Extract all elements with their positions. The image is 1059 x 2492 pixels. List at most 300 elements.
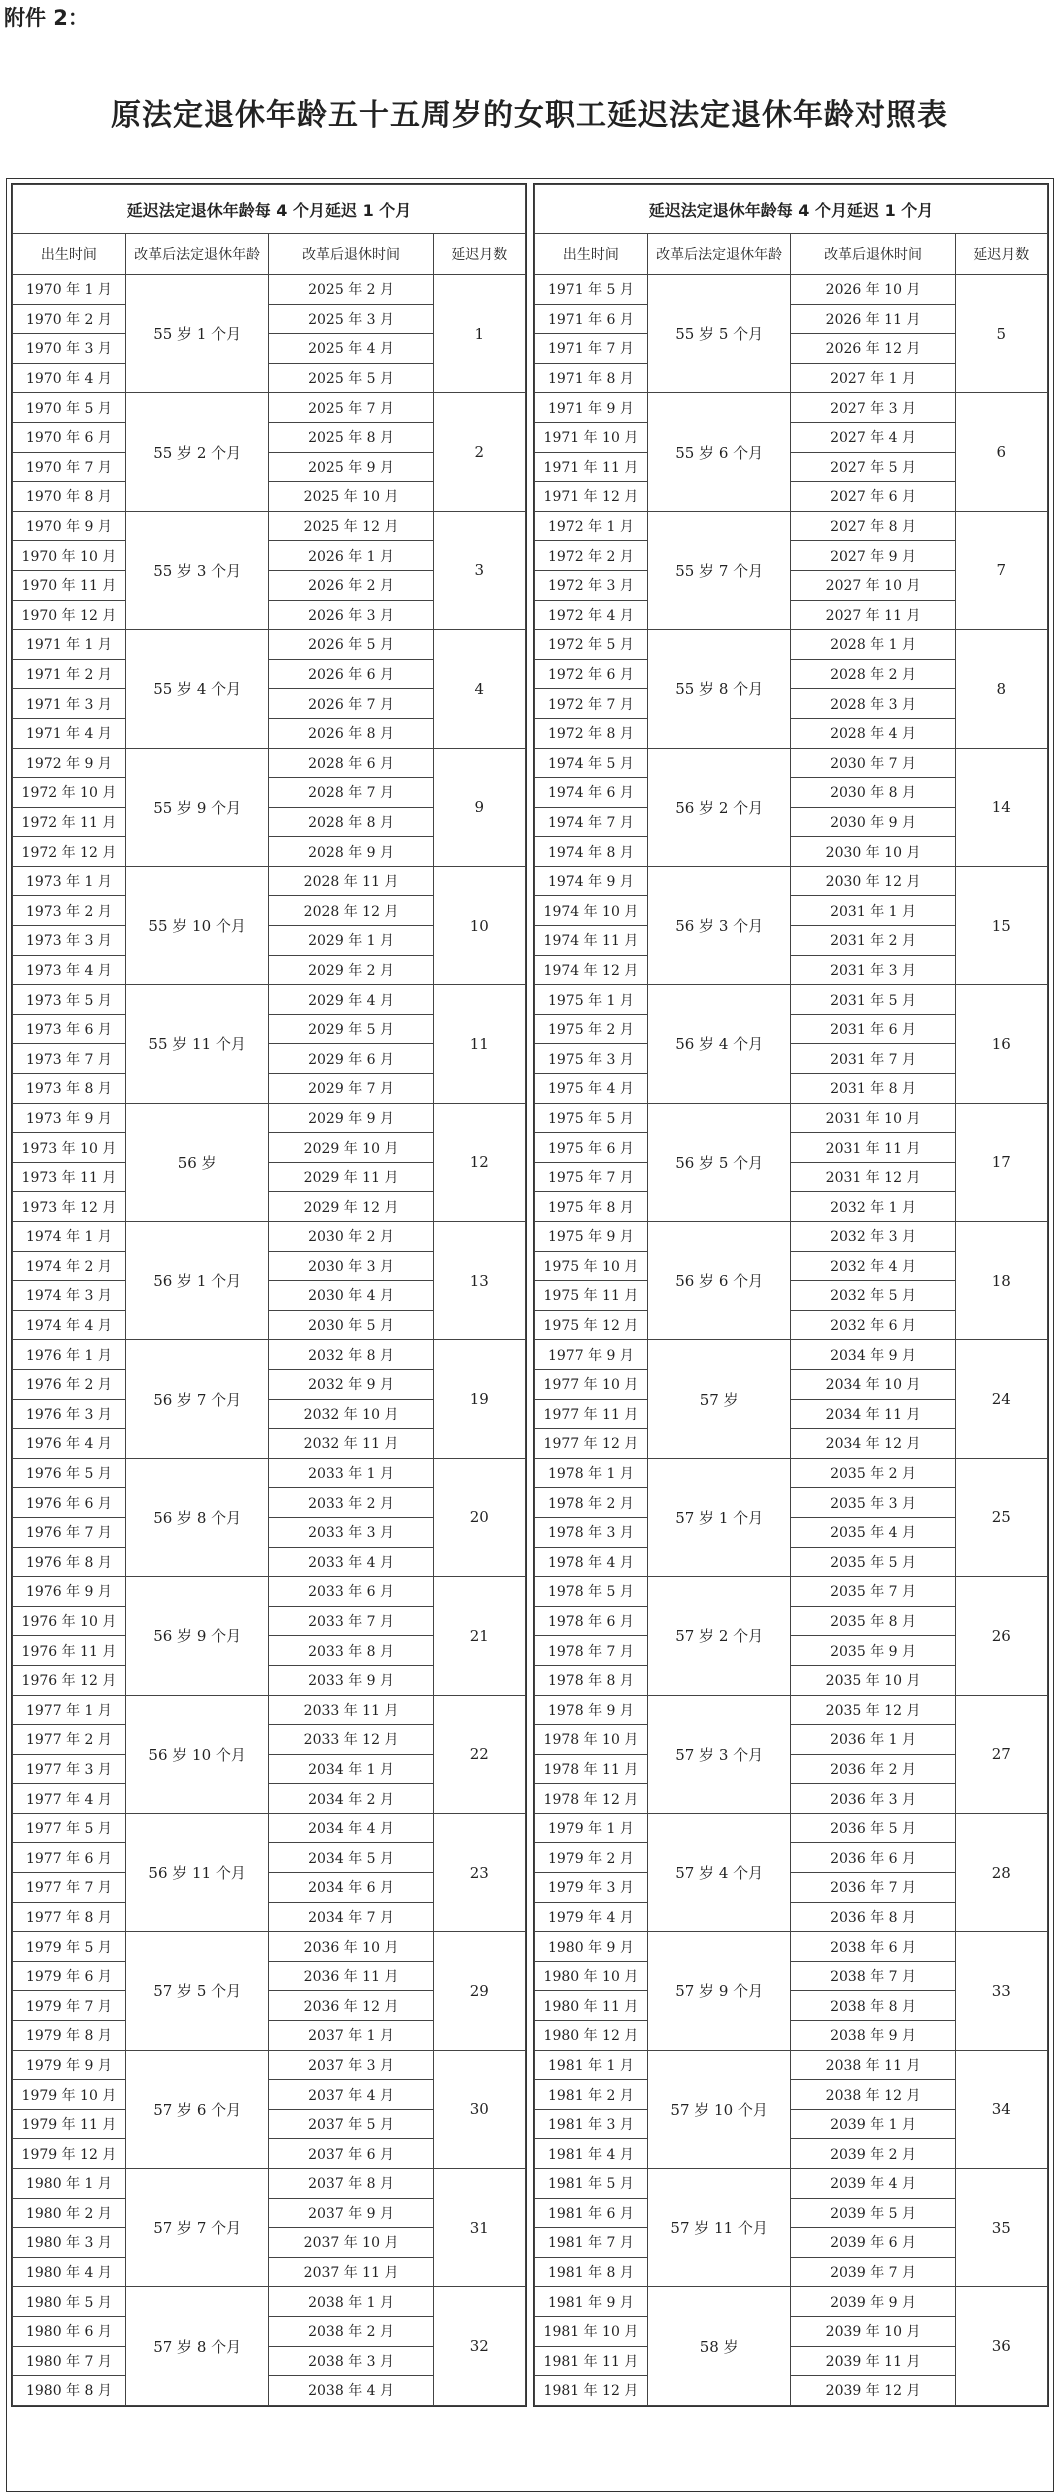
retire-time-cell: 2035 年 5 月 [791, 1547, 955, 1577]
birth-date-cell: 1974 年 5 月 [535, 748, 648, 778]
retire-time-cell: 2037 年 6 月 [269, 2139, 433, 2169]
retire-age-cell: 55 岁 5 个月 [647, 275, 791, 393]
birth-date-cell: 1980 年 12 月 [535, 2021, 648, 2051]
birth-date-cell: 1980 年 3 月 [13, 2228, 126, 2258]
retire-time-cell: 2025 年 2 月 [269, 275, 433, 305]
birth-date-cell: 1979 年 1 月 [535, 1813, 648, 1843]
birth-date-cell: 1979 年 10 月 [13, 2080, 126, 2110]
delay-months-cell: 7 [955, 511, 1047, 629]
birth-date-cell: 1975 年 12 月 [535, 1310, 648, 1340]
retire-time-cell: 2025 年 5 月 [269, 363, 433, 393]
retire-age-cell: 56 岁 8 个月 [125, 1458, 269, 1576]
table-row [535, 985, 1048, 1015]
retire-time-cell: 2027 年 6 月 [791, 482, 955, 512]
retire-age-cell: 55 岁 3 个月 [125, 511, 269, 629]
retire-time-cell: 2031 年 8 月 [791, 1074, 955, 1104]
retire-age-cell: 56 岁 [125, 1103, 269, 1221]
birth-date-cell: 1970 年 6 月 [13, 422, 126, 452]
right-table-body [535, 275, 1048, 2406]
delay-months-cell: 24 [955, 1340, 1047, 1458]
retire-time-cell: 2039 年 12 月 [791, 2376, 955, 2406]
birth-date-cell: 1977 年 1 月 [13, 1695, 126, 1725]
retire-time-cell: 2036 年 12 月 [269, 1991, 433, 2021]
delay-months-cell: 5 [955, 275, 1047, 393]
column-retire-time: 改革后退休时间 [269, 234, 433, 275]
delay-months-cell: 15 [955, 866, 1047, 984]
retire-time-cell: 2035 年 12 月 [791, 1695, 955, 1725]
retire-time-cell: 2032 年 9 月 [269, 1369, 433, 1399]
birth-date-cell: 1974 年 3 月 [13, 1281, 126, 1311]
retire-age-cell: 56 岁 1 个月 [125, 1222, 269, 1340]
birth-date-cell: 1975 年 5 月 [535, 1103, 648, 1133]
table-row [535, 748, 1048, 778]
retire-time-cell: 2036 年 5 月 [791, 1813, 955, 1843]
birth-date-cell: 1976 年 10 月 [13, 1606, 126, 1636]
birth-date-cell: 1973 年 12 月 [13, 1192, 126, 1222]
birth-date-cell: 1977 年 9 月 [535, 1340, 648, 1370]
retire-time-cell: 2028 年 1 月 [791, 630, 955, 660]
retire-time-cell: 2032 年 10 月 [269, 1399, 433, 1429]
retire-time-cell: 2030 年 4 月 [269, 1281, 433, 1311]
retire-time-cell: 2031 年 7 月 [791, 1044, 955, 1074]
birth-date-cell: 1974 年 2 月 [13, 1251, 126, 1281]
birth-date-cell: 1972 年 12 月 [13, 837, 126, 867]
retire-time-cell: 2027 年 10 月 [791, 570, 955, 600]
table-row [535, 1695, 1048, 1725]
retire-time-cell: 2034 年 1 月 [269, 1754, 433, 1784]
retire-age-cell: 55 岁 1 个月 [125, 275, 269, 393]
retire-time-cell: 2025 年 4 月 [269, 334, 433, 364]
table-row [13, 1458, 526, 1488]
birth-date-cell: 1970 年 9 月 [13, 511, 126, 541]
delay-months-cell: 21 [433, 1577, 525, 1695]
birth-date-cell: 1971 年 1 月 [13, 630, 126, 660]
birth-date-cell: 1980 年 6 月 [13, 2316, 126, 2346]
birth-date-cell: 1977 年 3 月 [13, 1754, 126, 1784]
retire-age-cell: 55 岁 10 个月 [125, 866, 269, 984]
birth-date-cell: 1977 年 5 月 [13, 1813, 126, 1843]
table-row [535, 1340, 1048, 1370]
table-row [13, 2169, 526, 2199]
retire-time-cell: 2034 年 7 月 [269, 1902, 433, 1932]
birth-date-cell: 1980 年 4 月 [13, 2257, 126, 2287]
retire-time-cell: 2034 年 11 月 [791, 1399, 955, 1429]
delay-months-cell: 14 [955, 748, 1047, 866]
birth-date-cell: 1973 年 11 月 [13, 1162, 126, 1192]
birth-date-cell: 1971 年 5 月 [535, 275, 648, 305]
retire-time-cell: 2028 年 4 月 [791, 718, 955, 748]
retire-age-cell: 56 岁 11 个月 [125, 1813, 269, 1931]
retire-time-cell: 2031 年 2 月 [791, 926, 955, 956]
retire-time-cell: 2031 年 11 月 [791, 1133, 955, 1163]
retire-time-cell: 2030 年 9 月 [791, 807, 955, 837]
birth-date-cell: 1976 年 11 月 [13, 1636, 126, 1666]
retire-time-cell: 2036 年 11 月 [269, 1961, 433, 1991]
birth-date-cell: 1981 年 10 月 [535, 2316, 648, 2346]
retire-age-cell: 55 岁 6 个月 [647, 393, 791, 511]
column-delay-months: 延迟月数 [955, 234, 1047, 275]
retire-time-cell: 2037 年 1 月 [269, 2021, 433, 2051]
birth-date-cell: 1975 年 1 月 [535, 985, 648, 1015]
retire-age-cell: 57 岁 3 个月 [647, 1695, 791, 1813]
delay-months-cell: 32 [433, 2287, 525, 2405]
birth-date-cell: 1978 年 7 月 [535, 1636, 648, 1666]
retire-time-cell: 2039 年 7 月 [791, 2257, 955, 2287]
delay-months-cell: 26 [955, 1577, 1047, 1695]
birth-date-cell: 1978 年 1 月 [535, 1458, 648, 1488]
birth-date-cell: 1973 年 3 月 [13, 926, 126, 956]
delay-months-cell: 27 [955, 1695, 1047, 1813]
retire-time-cell: 2037 年 11 月 [269, 2257, 433, 2287]
birth-date-cell: 1979 年 5 月 [13, 1932, 126, 1962]
birth-date-cell: 1974 年 11 月 [535, 926, 648, 956]
retire-age-cell: 55 岁 4 个月 [125, 630, 269, 748]
retire-time-cell: 2039 年 5 月 [791, 2198, 955, 2228]
retire-time-cell: 2036 年 6 月 [791, 1843, 955, 1873]
retire-time-cell: 2030 年 12 月 [791, 866, 955, 896]
retire-age-cell: 56 岁 4 个月 [647, 985, 791, 1103]
birth-date-cell: 1976 年 7 月 [13, 1517, 126, 1547]
birth-date-cell: 1978 年 10 月 [535, 1725, 648, 1755]
retire-time-cell: 2026 年 2 月 [269, 570, 433, 600]
birth-date-cell: 1977 年 7 月 [13, 1873, 126, 1903]
birth-date-cell: 1981 年 4 月 [535, 2139, 648, 2169]
retire-time-cell: 2036 年 3 月 [791, 1784, 955, 1814]
birth-date-cell: 1975 年 3 月 [535, 1044, 648, 1074]
retire-time-cell: 2039 年 2 月 [791, 2139, 955, 2169]
table-row [535, 1577, 1048, 1607]
birth-date-cell: 1979 年 6 月 [13, 1961, 126, 1991]
retire-time-cell: 2036 年 10 月 [269, 1932, 433, 1962]
birth-date-cell: 1970 年 11 月 [13, 570, 126, 600]
table-row [535, 2169, 1048, 2199]
delay-months-cell: 33 [955, 1932, 1047, 2050]
table-row [13, 630, 526, 660]
retire-time-cell: 2025 年 10 月 [269, 482, 433, 512]
retire-time-cell: 2038 年 3 月 [269, 2346, 433, 2376]
birth-date-cell: 1976 年 4 月 [13, 1429, 126, 1459]
retire-age-cell: 57 岁 4 个月 [647, 1813, 791, 1931]
table-row [13, 275, 526, 305]
birth-date-cell: 1977 年 12 月 [535, 1429, 648, 1459]
birth-date-cell: 1976 年 8 月 [13, 1547, 126, 1577]
birth-date-cell: 1981 年 6 月 [535, 2198, 648, 2228]
birth-date-cell: 1980 年 9 月 [535, 1932, 648, 1962]
table-row [535, 1932, 1048, 1962]
retire-time-cell: 2038 年 7 月 [791, 1961, 955, 1991]
retire-time-cell: 2038 年 6 月 [791, 1932, 955, 1962]
retire-time-cell: 2036 年 8 月 [791, 1902, 955, 1932]
retire-time-cell: 2026 年 11 月 [791, 304, 955, 334]
retire-time-cell: 2028 年 7 月 [269, 778, 433, 808]
delay-months-cell: 12 [433, 1103, 525, 1221]
birth-date-cell: 1973 年 1 月 [13, 866, 126, 896]
birth-date-cell: 1981 年 12 月 [535, 2376, 648, 2406]
retire-age-cell: 58 岁 [647, 2287, 791, 2405]
birth-date-cell: 1979 年 4 月 [535, 1902, 648, 1932]
birth-date-cell: 1971 年 4 月 [13, 718, 126, 748]
retire-age-cell: 55 岁 2 个月 [125, 393, 269, 511]
table-row [13, 866, 526, 896]
birth-date-cell: 1971 年 7 月 [535, 334, 648, 364]
retire-time-cell: 2034 年 2 月 [269, 1784, 433, 1814]
retire-age-cell: 57 岁 10 个月 [647, 2050, 791, 2168]
birth-date-cell: 1980 年 8 月 [13, 2376, 126, 2406]
retire-time-cell: 2026 年 5 月 [269, 630, 433, 660]
birth-date-cell: 1973 年 6 月 [13, 1014, 126, 1044]
retire-time-cell: 2030 年 5 月 [269, 1310, 433, 1340]
retire-time-cell: 2038 年 1 月 [269, 2287, 433, 2317]
retire-time-cell: 2029 年 4 月 [269, 985, 433, 1015]
birth-date-cell: 1970 年 7 月 [13, 452, 126, 482]
table-row [13, 1340, 526, 1370]
retire-time-cell: 2039 年 10 月 [791, 2316, 955, 2346]
birth-date-cell: 1972 年 11 月 [13, 807, 126, 837]
retire-time-cell: 2037 年 9 月 [269, 2198, 433, 2228]
birth-date-cell: 1977 年 4 月 [13, 1784, 126, 1814]
table-row [535, 275, 1048, 305]
retire-time-cell: 2033 年 3 月 [269, 1517, 433, 1547]
retire-time-cell: 2035 年 10 月 [791, 1665, 955, 1695]
delay-months-cell: 17 [955, 1103, 1047, 1221]
birth-date-cell: 1971 年 3 月 [13, 689, 126, 719]
table-row [535, 866, 1048, 896]
birth-date-cell: 1971 年 8 月 [535, 363, 648, 393]
retire-age-cell: 57 岁 6 个月 [125, 2050, 269, 2168]
birth-date-cell: 1978 年 12 月 [535, 1784, 648, 1814]
retire-age-cell: 56 岁 2 个月 [647, 748, 791, 866]
birth-date-cell: 1979 年 2 月 [535, 1843, 648, 1873]
birth-date-cell: 1979 年 7 月 [13, 1991, 126, 2021]
delay-months-cell: 3 [433, 511, 525, 629]
birth-date-cell: 1976 年 2 月 [13, 1369, 126, 1399]
retire-time-cell: 2032 年 1 月 [791, 1192, 955, 1222]
birth-date-cell: 1970 年 2 月 [13, 304, 126, 334]
table-row [13, 1813, 526, 1843]
delay-months-cell: 13 [433, 1222, 525, 1340]
retire-age-cell: 56 岁 3 个月 [647, 866, 791, 984]
table-row [13, 511, 526, 541]
retire-age-cell: 55 岁 11 个月 [125, 985, 269, 1103]
delay-months-cell: 16 [955, 985, 1047, 1103]
birth-date-cell: 1971 年 2 月 [13, 659, 126, 689]
retire-time-cell: 2035 年 9 月 [791, 1636, 955, 1666]
birth-date-cell: 1973 年 7 月 [13, 1044, 126, 1074]
retire-age-cell: 57 岁 1 个月 [647, 1458, 791, 1576]
column-delay-months: 延迟月数 [433, 234, 525, 275]
birth-date-cell: 1981 年 7 月 [535, 2228, 648, 2258]
birth-date-cell: 1980 年 11 月 [535, 1991, 648, 2021]
delay-months-cell: 36 [955, 2287, 1047, 2405]
birth-date-cell: 1977 年 10 月 [535, 1369, 648, 1399]
retire-age-cell: 55 岁 9 个月 [125, 748, 269, 866]
retire-time-cell: 2029 年 10 月 [269, 1133, 433, 1163]
retire-time-cell: 2032 年 11 月 [269, 1429, 433, 1459]
retire-time-cell: 2035 年 4 月 [791, 1517, 955, 1547]
table-row [13, 393, 526, 423]
retire-time-cell: 2034 年 12 月 [791, 1429, 955, 1459]
retire-time-cell: 2037 年 5 月 [269, 2109, 433, 2139]
retire-time-cell: 2038 年 9 月 [791, 2021, 955, 2051]
birth-date-cell: 1978 年 2 月 [535, 1488, 648, 1518]
delay-months-cell: 2 [433, 393, 525, 511]
retire-time-cell: 2027 年 8 月 [791, 511, 955, 541]
delay-months-cell: 8 [955, 630, 1047, 748]
birth-date-cell: 1981 年 11 月 [535, 2346, 648, 2376]
retire-time-cell: 2033 年 2 月 [269, 1488, 433, 1518]
retire-time-cell: 2033 年 1 月 [269, 1458, 433, 1488]
birth-date-cell: 1978 年 5 月 [535, 1577, 648, 1607]
retire-time-cell: 2032 年 3 月 [791, 1222, 955, 1252]
birth-date-cell: 1970 年 8 月 [13, 482, 126, 512]
birth-date-cell: 1977 年 2 月 [13, 1725, 126, 1755]
right-table-header: 延迟法定退休年龄每 4 个月延迟 1 个月 [535, 185, 1048, 234]
delay-months-cell: 11 [433, 985, 525, 1103]
comparison-table-frame [6, 178, 1054, 2492]
table-row [535, 2287, 1048, 2317]
delay-months-cell: 35 [955, 2169, 1047, 2287]
birth-date-cell: 1976 年 5 月 [13, 1458, 126, 1488]
retire-time-cell: 2033 年 8 月 [269, 1636, 433, 1666]
left-table-body [13, 275, 526, 2406]
delay-months-cell: 18 [955, 1222, 1047, 1340]
retire-time-cell: 2035 年 3 月 [791, 1488, 955, 1518]
birth-date-cell: 1981 年 3 月 [535, 2109, 648, 2139]
retire-time-cell: 2030 年 2 月 [269, 1222, 433, 1252]
retire-age-cell: 56 岁 5 个月 [647, 1103, 791, 1221]
retire-age-cell: 57 岁 2 个月 [647, 1577, 791, 1695]
retire-time-cell: 2026 年 10 月 [791, 275, 955, 305]
retire-time-cell: 2026 年 8 月 [269, 718, 433, 748]
retire-age-cell: 56 岁 6 个月 [647, 1222, 791, 1340]
left-table-panel [11, 183, 527, 2407]
birth-date-cell: 1976 年 3 月 [13, 1399, 126, 1429]
retire-time-cell: 2035 年 8 月 [791, 1606, 955, 1636]
retire-time-cell: 2029 年 1 月 [269, 926, 433, 956]
retire-time-cell: 2025 年 7 月 [269, 393, 433, 423]
right-table-panel [533, 183, 1049, 2407]
table-row [535, 511, 1048, 541]
retire-time-cell: 2038 年 2 月 [269, 2316, 433, 2346]
retire-time-cell: 2037 年 10 月 [269, 2228, 433, 2258]
birth-date-cell: 1972 年 4 月 [535, 600, 648, 630]
birth-date-cell: 1973 年 2 月 [13, 896, 126, 926]
birth-date-cell: 1980 年 10 月 [535, 1961, 648, 1991]
birth-date-cell: 1981 年 2 月 [535, 2080, 648, 2110]
birth-date-cell: 1980 年 2 月 [13, 2198, 126, 2228]
birth-date-cell: 1978 年 9 月 [535, 1695, 648, 1725]
retire-time-cell: 2031 年 3 月 [791, 955, 955, 985]
retire-time-cell: 2039 年 6 月 [791, 2228, 955, 2258]
retire-time-cell: 2034 年 5 月 [269, 1843, 433, 1873]
birth-date-cell: 1971 年 9 月 [535, 393, 648, 423]
retire-time-cell: 2025 年 9 月 [269, 452, 433, 482]
retire-time-cell: 2039 年 4 月 [791, 2169, 955, 2199]
retire-age-cell: 57 岁 5 个月 [125, 1932, 269, 2050]
retire-time-cell: 2027 年 11 月 [791, 600, 955, 630]
retire-time-cell: 2031 年 5 月 [791, 985, 955, 1015]
retire-time-cell: 2039 年 1 月 [791, 2109, 955, 2139]
birth-date-cell: 1972 年 10 月 [13, 778, 126, 808]
birth-date-cell: 1974 年 12 月 [535, 955, 648, 985]
retire-time-cell: 2028 年 6 月 [269, 748, 433, 778]
birth-date-cell: 1977 年 6 月 [13, 1843, 126, 1873]
birth-date-cell: 1979 年 3 月 [535, 1873, 648, 1903]
table-row [535, 1222, 1048, 1252]
retire-time-cell: 2025 年 3 月 [269, 304, 433, 334]
birth-date-cell: 1979 年 12 月 [13, 2139, 126, 2169]
retire-time-cell: 2032 年 6 月 [791, 1310, 955, 1340]
birth-date-cell: 1976 年 9 月 [13, 1577, 126, 1607]
annex-label: 附件 2： [4, 6, 89, 30]
retire-time-cell: 2033 年 12 月 [269, 1725, 433, 1755]
birth-date-cell: 1977 年 11 月 [535, 1399, 648, 1429]
retire-time-cell: 2025 年 8 月 [269, 422, 433, 452]
delay-months-cell: 31 [433, 2169, 525, 2287]
retire-time-cell: 2031 年 6 月 [791, 1014, 955, 1044]
birth-date-cell: 1976 年 12 月 [13, 1665, 126, 1695]
retire-time-cell: 2039 年 9 月 [791, 2287, 955, 2317]
retire-time-cell: 2027 年 4 月 [791, 422, 955, 452]
table-row [535, 1458, 1048, 1488]
retire-age-cell: 57 岁 7 个月 [125, 2169, 269, 2287]
birth-date-cell: 1979 年 9 月 [13, 2050, 126, 2080]
birth-date-cell: 1978 年 11 月 [535, 1754, 648, 1784]
birth-date-cell: 1976 年 1 月 [13, 1340, 126, 1370]
retire-age-cell: 57 岁 8 个月 [125, 2287, 269, 2405]
birth-date-cell: 1974 年 10 月 [535, 896, 648, 926]
retire-time-cell: 2026 年 3 月 [269, 600, 433, 630]
retire-time-cell: 2029 年 5 月 [269, 1014, 433, 1044]
retire-time-cell: 2033 年 4 月 [269, 1547, 433, 1577]
column-birth: 出生时间 [13, 234, 126, 275]
retire-age-cell: 57 岁 [647, 1340, 791, 1458]
retire-time-cell: 2028 年 11 月 [269, 866, 433, 896]
table-row [535, 630, 1048, 660]
retire-time-cell: 2031 年 1 月 [791, 896, 955, 926]
retire-time-cell: 2038 年 12 月 [791, 2080, 955, 2110]
delay-months-cell: 30 [433, 2050, 525, 2168]
retire-time-cell: 2037 年 4 月 [269, 2080, 433, 2110]
birth-date-cell: 1972 年 9 月 [13, 748, 126, 778]
retire-time-cell: 2029 年 7 月 [269, 1074, 433, 1104]
birth-date-cell: 1970 年 1 月 [13, 275, 126, 305]
left-table [12, 184, 526, 2406]
birth-date-cell: 1973 年 4 月 [13, 955, 126, 985]
birth-date-cell: 1970 年 12 月 [13, 600, 126, 630]
birth-date-cell: 1971 年 12 月 [535, 482, 648, 512]
retire-time-cell: 2028 年 12 月 [269, 896, 433, 926]
retire-age-cell: 55 岁 8 个月 [647, 630, 791, 748]
retire-time-cell: 2029 年 9 月 [269, 1103, 433, 1133]
retire-time-cell: 2026 年 12 月 [791, 334, 955, 364]
delay-months-cell: 34 [955, 2050, 1047, 2168]
retire-time-cell: 2030 年 10 月 [791, 837, 955, 867]
retire-time-cell: 2036 年 7 月 [791, 1873, 955, 1903]
table-row [535, 393, 1048, 423]
table-row [13, 1577, 526, 1607]
birth-date-cell: 1972 年 3 月 [535, 570, 648, 600]
retire-time-cell: 2039 年 11 月 [791, 2346, 955, 2376]
birth-date-cell: 1974 年 9 月 [535, 866, 648, 896]
retire-age-cell: 55 岁 7 个月 [647, 511, 791, 629]
left-table-header: 延迟法定退休年龄每 4 个月延迟 1 个月 [13, 185, 526, 234]
birth-date-cell: 1974 年 4 月 [13, 1310, 126, 1340]
delay-months-cell: 22 [433, 1695, 525, 1813]
delay-months-cell: 29 [433, 1932, 525, 2050]
table-row [13, 1103, 526, 1133]
birth-date-cell: 1978 年 4 月 [535, 1547, 648, 1577]
